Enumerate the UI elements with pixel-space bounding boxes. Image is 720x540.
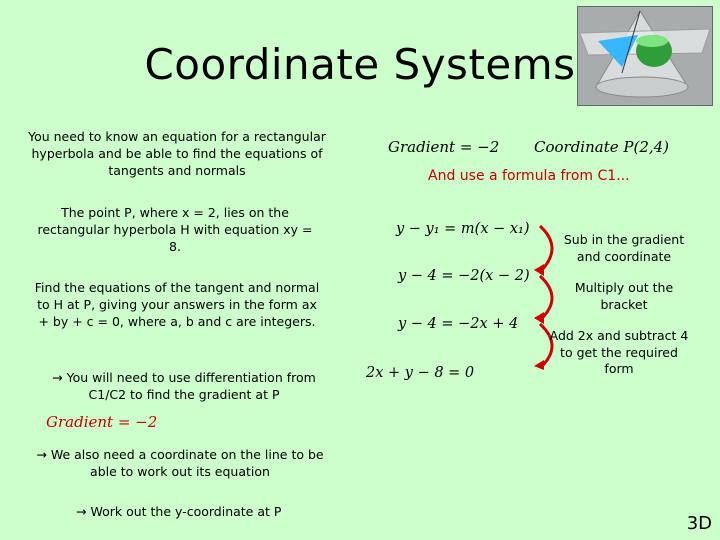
cone-image [577,6,713,106]
step-4-equation: 2x + y − 8 = 0 [366,365,475,381]
page-title: Coordinate Systems [144,40,576,89]
step-note-2: Multiply out the bracket [574,280,674,312]
badge-3d: 3D [686,513,712,534]
step-note-1: Sub in the gradient and coordinate [563,232,685,264]
gradient-header: Gradient = −2 [388,138,500,156]
question-text-2: Find the equations of the tangent and normal to H at P, giving your answers in the form ax + by + c = 0, where a, b and c are integers. [34,280,320,329]
hint-coordinate: → We also need a coordinate on the line to be able to work out its equation [36,447,324,479]
step-note-3: Add 2x and subtract 4 to get the required form [549,328,689,376]
step-1-equation: y − y₁ = m(x − x₁) [396,221,530,237]
step-3-equation: y − 4 = −2x + 4 [398,316,519,332]
hint-y-coordinate: → Work out the y-coordinate at P [76,504,282,519]
formula-note: And use a formula from C1... [428,168,630,184]
coordinate-header: Coordinate P(2,4) [534,138,670,156]
intro-text: You need to know an equation for a rectangular hyperbola and be able to find the equations of tangents and normals [28,129,326,178]
question-text-1: The point P, where x = 2, lies on the rectangular hyperbola H with equation xy = 8. [37,205,313,254]
hint-differentiation: → You will need to use differentiation from C1/C2 to find the gradient at P [52,370,316,402]
gradient-label-left: Gradient = −2 [46,413,158,431]
step-2-equation: y − 4 = −2(x − 2) [398,268,530,284]
